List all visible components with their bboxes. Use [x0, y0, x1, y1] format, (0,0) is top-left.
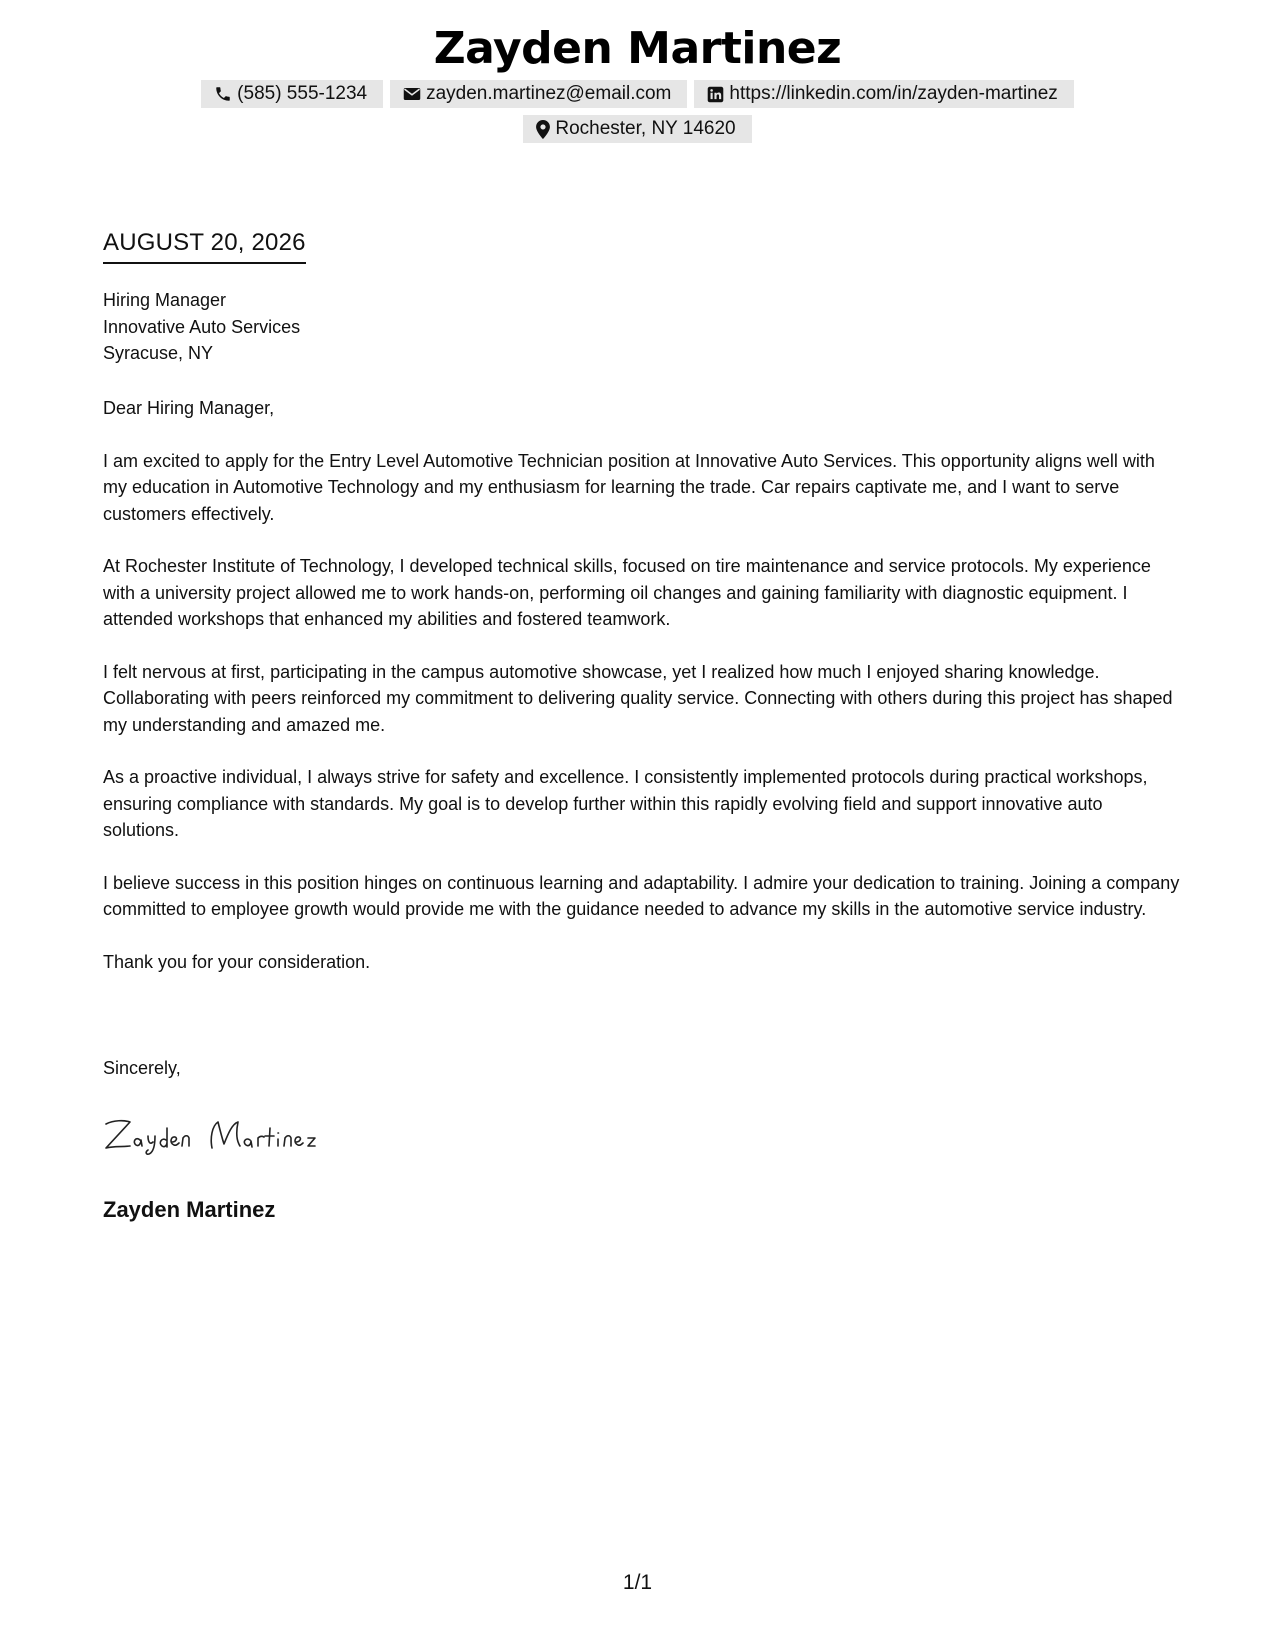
phone-number: (585) 555-1234 — [237, 83, 368, 104]
recipient-block — [103, 287, 300, 367]
letter-date: AUGUST 20, 2026 — [103, 228, 306, 264]
closing-line: Sincerely, — [103, 1058, 181, 1078]
applicant-name-header: Zayden Martinez — [433, 23, 842, 74]
handwritten-signature — [100, 1110, 370, 1160]
email-chip — [390, 80, 687, 108]
thank-you-line: Thank you for your consideration. — [103, 951, 371, 972]
recipient-company: Innovative Auto Services — [103, 316, 301, 337]
body-paragraph: As a proactive individual, I always strive for safety and excellence. I consistently implemented protocols during practical workshops, ensuring compliance with standards. My goal is to develop further within this rapidly evolving field and support innovative auto solutions. — [103, 767, 1148, 840]
recipient-title: Hiring Manager — [103, 290, 227, 310]
email-address[interactable]: zayden.martinez@email.com — [426, 83, 672, 104]
body-paragraph: I felt nervous at first, participating in the campus automotive showcase, yet I realized how much I enjoyed sharing knowledge. Collaborating with peers reinforced my commitment to delivering quality service. Connecting with others during this project has shaped my understanding and amazed me. — [103, 661, 1173, 735]
body-paragraph: I am excited to apply for the Entry Level Automotive Technician position at Innovative Auto Services. This opportunity aligns well with my education in Automotive Technology and my enthusiasm for learning the trade. Car repairs captivate me, and I want to serve customers effectively. — [103, 450, 1155, 524]
contact-row-primary — [0, 80, 1275, 108]
location-text: Rochester, NY 14620 — [555, 118, 736, 139]
contact-row-secondary — [0, 115, 1275, 143]
page-number: 1/1 — [622, 1571, 653, 1594]
body-paragraph: At Rochester Institute of Technology, I developed technical skills, focused on tire maintenance and service protocols. My experience with a university project allowed me to work hands-on, performing oil changes and gaining familiarity with diagnostic equipment. I attended workshops that enhanced my abilities and fostered teamwork. — [103, 556, 1151, 629]
signer-name: Zayden Martinez — [103, 1197, 276, 1222]
map-marker-icon — [536, 120, 550, 139]
recipient-location: Syracuse, NY — [103, 343, 214, 363]
linkedin-icon — [707, 86, 724, 103]
envelope-icon — [403, 86, 421, 102]
body-paragraph: I believe success in this position hinges on continuous learning and adaptability. I admire your dedication to training. Joining a company committed to employee growth would provide me with the guidance needed to advance my skills in the automotive service industry. — [103, 872, 1180, 919]
phone-icon — [214, 85, 232, 103]
linkedin-chip — [694, 80, 1073, 108]
phone-chip — [201, 80, 383, 108]
letter-body — [103, 395, 1183, 1001]
location-chip — [523, 115, 751, 143]
salutation: Dear Hiring Manager, — [103, 398, 275, 418]
linkedin-url[interactable]: https://linkedin.com/in/zayden-martinez — [729, 83, 1058, 104]
